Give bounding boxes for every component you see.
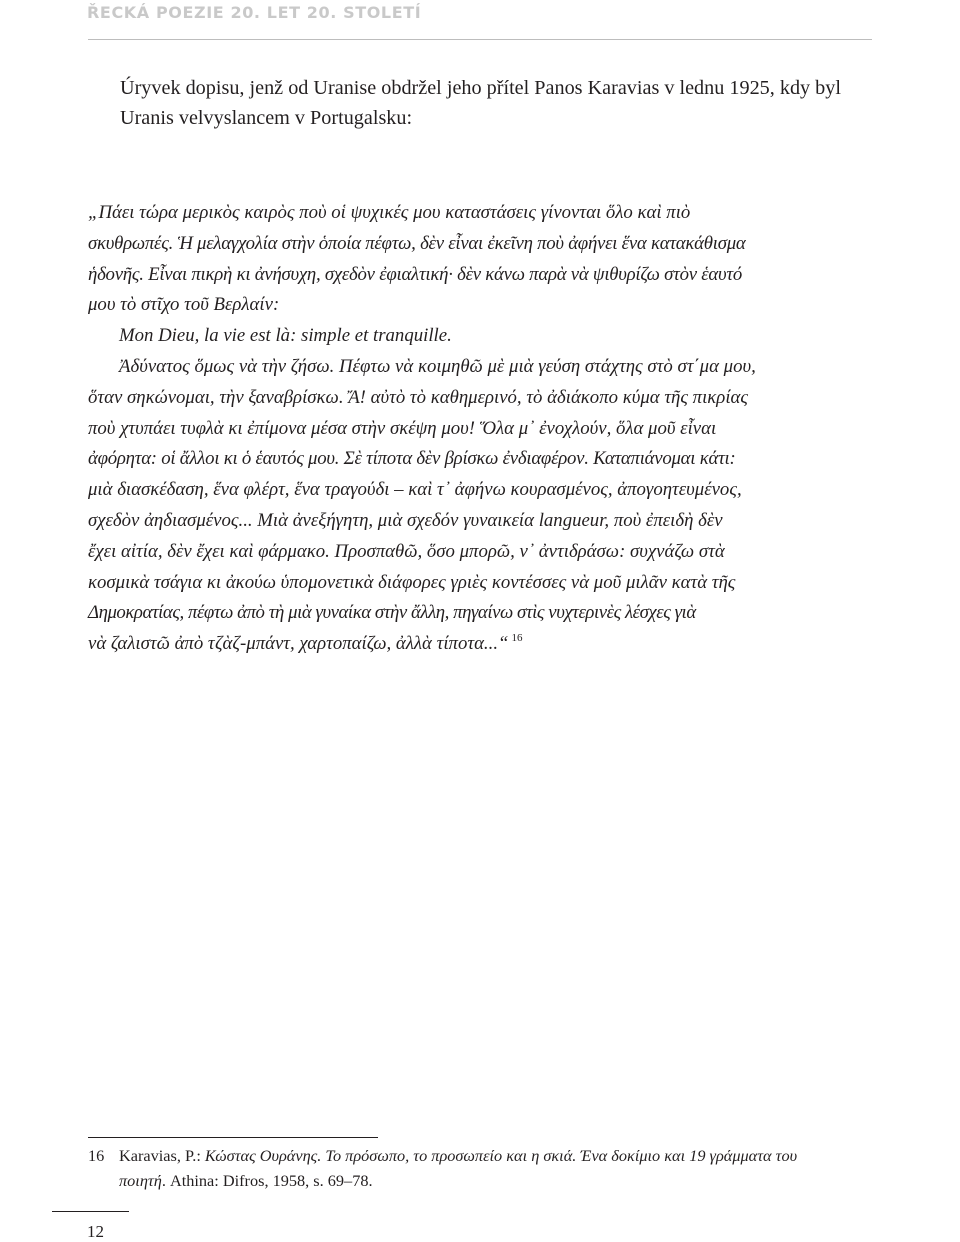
letter-line: μου τὸ στῖχο τοῦ Βερλαίν: — [88, 294, 280, 316]
page-number: 12 — [87, 1222, 104, 1241]
footnote-ref[interactable]: 16 — [511, 632, 523, 645]
running-head: ŘECKÁ POEZIE 20. LET 20. STOLETÍ — [87, 3, 422, 22]
letter-line: ἔχει αἰτία, δὲν ἔχει καὶ φάρμακο. Προσπαθῶ, ὅσο μπορῶ, ν᾽ ἀντιδράσω: συχνάζω στὰ — [88, 540, 725, 562]
letter-line: ποὺ χτυπάει τυφλὰ κι ἐπίμονα μέσα στὴν σκέψη μου! Ὅλα μ᾽ ἐνοχλούν, ὅλα μοῦ εἶναι — [88, 417, 717, 439]
footnote-publication: . Athina: Difros, 1958, s. 69–78. — [161, 1170, 373, 1190]
letter-quote — [88, 198, 876, 662]
letter-line: Δημοκρατίας, πέφτω ἀπὸ τὴ μιὰ γυναίκα στὴν ἄλλη, πηγαίνω στὶς νυχτερινὲς λέσχες γιὰ — [88, 602, 696, 624]
footnote-rule — [88, 1137, 378, 1138]
footnote-text — [88, 1144, 878, 1193]
letter-line: μιὰ διασκέδαση, ἕνα φλέρτ, ἕνα τραγούδι – καὶ τ᾽ ἀφήνω κουρασμένος, ἀπογοητευμένος, — [88, 479, 742, 501]
letter-line: κοσμικὰ τσάγια κι ἀκούω ὑπομονετικὰ διάφορες γριὲς κοντέσσες νὰ μοῦ μιλᾶν κατὰ τῆς — [88, 571, 736, 593]
letter-line: ἀφόρητα: οἱ ἄλλοι κι ὁ ἑαυτός μου. Σὲ τίποτα δὲν βρίσκω ἐνδιαφέρον. Καταπιάνομαι κάτι: — [88, 448, 736, 470]
footnote — [88, 1144, 878, 1193]
letter-line: ὅταν σηκώνομαι, τὴν ξαναβρίσκω. Ἄ! αὐτὸ τὸ καθημερινό, τὸ ἀδιάκοπο κύμα τῆς πικρίας — [88, 386, 749, 408]
letter-line: Ἀδύνατος ὅμως νὰ τὴν ζήσω. Πέφτω νὰ κοιμηθῶ μὲ μιὰ γεύση στάχτης στὸ στ΄μα μου, — [119, 355, 756, 377]
footnote-number: 16 — [88, 1146, 105, 1165]
letter-line-last — [88, 629, 876, 662]
intro-paragraph: Úryvek dopisu, jenž od Uranise obdržel jeho přítel Panos Karavias v lednu 1925, kdy byl Uranis velvyslancem v Portugalsku: — [120, 77, 841, 129]
footnote-title: Κώστας Ουράνης. Το πρόσωπο, το προσωπείο και η σκιά. Ένα δοκίμιο και 19 γράμματα του — [204, 1146, 798, 1165]
footnote-author: Karavias, P.: — [119, 1146, 205, 1165]
letter-line: „Πάει τώρα μερικὸς καιρὸς ποὺ οἱ ψυχικές μου καταστάσεις γίνονται ὅλο καὶ πιὸ — [88, 202, 691, 223]
header-rule — [88, 39, 872, 40]
verlaine-verse: Mon Dieu, la vie est là: simple et tranquille. — [119, 325, 452, 347]
folio-rule — [52, 1211, 129, 1212]
letter-line: σχεδὸν ἀηδιασμένος... Μιὰ ἀνεξήγητη, μιὰ σχεδόν γυναικεία langueur, ποὺ ἐπειδὴ δὲν — [88, 509, 723, 531]
footnote-line — [119, 1144, 878, 1169]
footnote-title-cont: ποιητή — [119, 1170, 162, 1190]
letter-line: ἡδονῆς. Εἶναι πικρὴ κι ἀνήσυχη, σχεδὸν ἐφιαλτική· δὲν κάνω παρὰ νὰ ψιθυρίζω στὸν ἑαυτό — [88, 263, 743, 285]
letter-line: σκυθρωπές. Ἡ μελαγχολία στὴν ὁποία πέφτω, δὲν εἶναι ἐκεῖνη ποὺ ἀφήνει ἕνα κατακάθισμα — [88, 232, 746, 254]
footnote-line — [119, 1169, 878, 1194]
letter-line-text: νὰ ζαλιστῶ ἀπὸ τζὰζ-μπάντ, χαρτοπαίζω, ἀλλὰ τίποτα...“ — [88, 633, 509, 655]
